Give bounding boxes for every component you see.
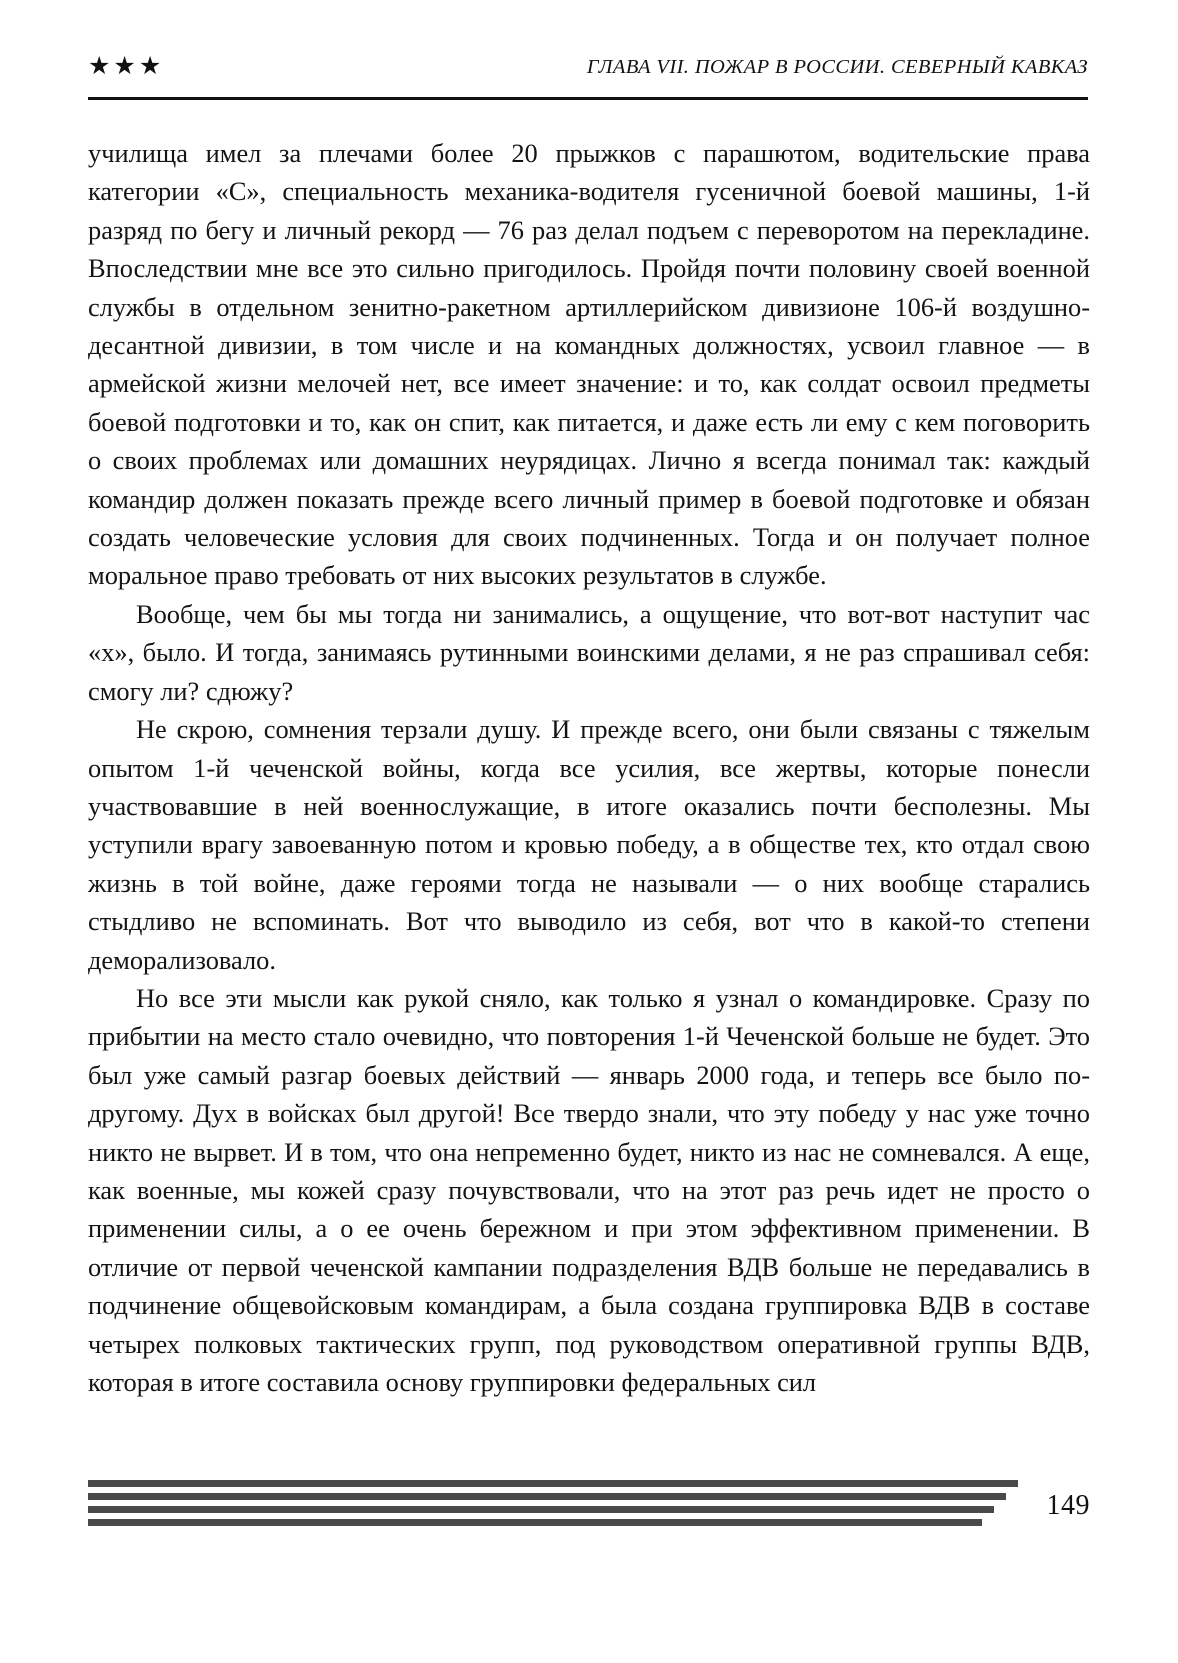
- three-stars-ornament: ★★★: [88, 53, 165, 80]
- footer-bar: [88, 1519, 982, 1526]
- paragraph: Не скрою, сомнения терзали душу. И прежде всего, они были связаны с тяжелым опытом 1-й чеченской войны, когда все усилия, все жертвы, которые понесли участвовавшие в ней военнослужащие, в итоге оказались почти бесполезны. Мы уступили врагу завоеванную потом и кровью победу, а в обществе тех, кто отдал свою жизнь в той войне, даже героями тогда не называли — о них вообще старались стыдливо не вспоминать. Вот что выводило из себя, вот что в какой-то степени деморализовало.: [88, 714, 1090, 975]
- page-footer: [88, 1480, 1090, 1550]
- paragraph: училища имел за плечами более 20 прыжков с парашютом, водительские права категории «С», специальность механика-водителя гусеничной боевой машины, 1-й разряд по бегу и личный рекорд — 76 раз делал подъем с переворотом на перекладине. Впоследствии мне все это сильно пригодилось. Пройдя почти половину своей военной службы в отдельном зенитно-ракетном артиллерийском дивизионе 106-й воздушно-десантной дивизии, в том числе и на командных должностях, усвоил главное — в армейской жизни мелочей нет, все имеет значение: и то, как солдат освоил предметы боевой подготовки и то, как он спит, как питается, и даже есть ли ему с кем поговорить о своих проблемах или домашних неурядицах. Лично я всегда понимал так: каждый командир должен показать прежде всего личный пример в боевой подготовке и обязан создать человеческие условия для своих подчиненных. Тогда и он получает полное моральное право требовать от них высоких результатов в службе.: [88, 138, 1090, 591]
- paragraph: Вообще, чем бы мы тогда ни занимались, а ощущение, что вот-вот наступит час «х», было. И тогда, занимаясь рутинными воинскими делами, я не раз спрашивал себя: смогу ли? сдюжу?: [88, 598, 1090, 706]
- paragraph: Но все эти мысли как рукой сняло, как только я узнал о командировке. Сразу по прибытии на место стало очевидно, что повторения 1-й Чеченской больше не будет. Это был уже самый разгар боевых действий — январь 2000 года, и теперь все было по-другому. Дух в войсках был другой! Все твердо знали, что эту победу у нас уже точно никто не вырвет. И в том, что она непременно будет, никто из нас не сомневался. А еще, как военные, мы кожей сразу почувствовали, что на этот раз речь идет не просто о применении силы, а о ее очень бережном и при этом эффективном применении. В отличие от первой чеченской кампании подразделения ВДВ больше не передавались в подчинение общевойсковым командирам, а была создана группировка ВДВ в составе четырех полковых тактических групп, под руководством оперативной группы ВДВ, которая в итоге составила основу группировки федеральных сил: [88, 982, 1090, 1397]
- running-title: ГЛАВА VII. ПОЖАР В РОССИИ. СЕВЕРНЫЙ КАВКАЗ: [586, 56, 1088, 78]
- body-text: [88, 134, 1090, 1401]
- header-divider: [88, 97, 1088, 100]
- page-number: 149: [1046, 1490, 1090, 1521]
- page-header: [88, 50, 1088, 96]
- footer-bar: [88, 1493, 1006, 1500]
- footer-ornament: [88, 1480, 1018, 1526]
- footer-bar: [88, 1506, 994, 1513]
- footer-bar: [88, 1480, 1018, 1487]
